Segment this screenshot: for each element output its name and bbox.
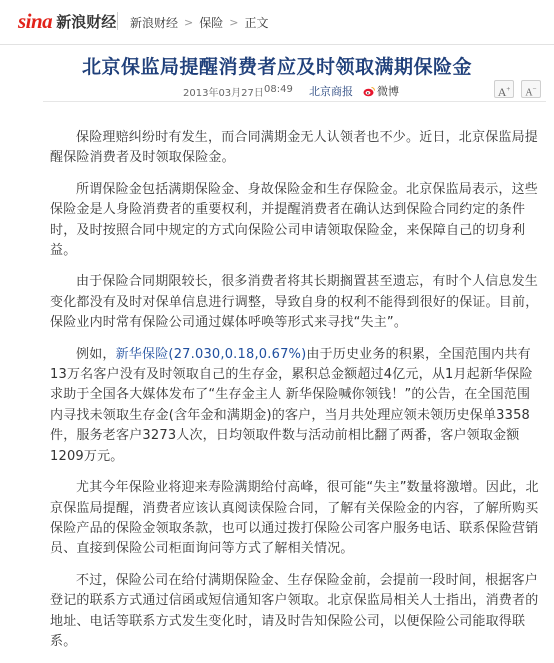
source-link[interactable]: 北京商报 [309,85,353,98]
article-meta [0,80,554,98]
paragraph-4-text: 由于历史业务的积累，全国范围内共有13万名客户没有及时领取自己的生存金，累积总金额超过4亿元，从1月起新华保险求助于全国各大媒体发布了“生存金主人 新华保险喊你领钱！”的公告，在全国范围内寻找未领取生存金(含年金和满期金)的客户，当月共处理应领未领历史保单3358件，服务老客户3273人次，日均领取件数与活动前相比翻了两番，客户领取金额1209万元。 [50,346,533,464]
breadcrumb-current: 正文 [244,16,269,30]
weibo-link[interactable] [363,83,399,99]
plus-icon: + [506,85,511,93]
font-decrease-button[interactable] [521,80,541,98]
meta-divider [43,101,546,102]
paragraph-4 [50,345,540,467]
breadcrumb-separator: > [229,16,239,29]
weibo-icon [363,86,375,97]
font-decrease-label: A [525,87,533,99]
breadcrumb-home[interactable]: 新浪财经 [130,16,179,30]
publish-date: 2013年03月27日 [183,88,264,99]
sina-logo-text: sina [18,8,53,33]
minus-icon: − [532,85,537,93]
font-increase-button[interactable] [494,80,514,98]
paragraph-2: 所谓保险金包括满期保险金、身故保险金和生存保险金。北京保监局表示，这些保险金是人身险消费者的重要权利，并提醒消费者在确认达到保险合同约定的条件时，及时按照合同中规定的方式向保险公司申请领取保险金，来保障自己的切身利益。 [50,181,539,259]
stock-quote-link[interactable]: (27.030,0.18,0.67%) [168,346,307,362]
font-increase-label: A [497,85,507,99]
top-bar [0,0,554,45]
publish-time: 08:49 [264,84,293,95]
paragraph-4-prefix: 例如， [76,346,116,362]
finance-logo-text: 新浪财经 [56,12,117,31]
article-title: 北京保监局提醒消费者应及时领取满期保险金 [81,56,472,78]
breadcrumb [130,14,268,31]
xinhua-insurance-link[interactable]: 新华保险 [115,346,169,362]
article-body [50,128,540,663]
paragraph-3: 由于保险合同期限较长，很多消费者将其长期搁置甚至遗忘，有时个人信息发生变化都没有及时对保单信息进行调整，导致自身的权利不能得到很好的保证。目前，保险业内时常有保险公司通过媒体呼唤等形式来寻找“失主”。 [50,274,539,331]
paragraph-1: 保险理赔纠纷时有发生，而合同满期金无人认领者也不少。近日，北京保监局提醒保险消费者及时领取保险金。 [50,130,539,166]
header-divider [117,12,118,30]
breadcrumb-separator: > [184,16,194,29]
sina-finance-logo[interactable] [18,9,116,33]
paragraph-6: 不过，保险公司在给付满期保险金、生存保险金前，会提前一段时间，根据客户登记的联系方式通过信函或短信通知客户领取。北京保监局相关人士指出，消费者的地址、电话等联系方式发生变化时，请及时告知保险公司，以便保险公司能取得联系。 [50,572,539,649]
breadcrumb-insurance[interactable]: 保险 [199,16,224,30]
weibo-label: 微博 [377,85,399,98]
paragraph-5: 尤其今年保险业将迎来寿险满期给付高峰，很可能“失主”数量将激增。因此，北京保监局提醒，消费者应该认真阅读保险合同，了解有关保险金的内容，了解所购买保险产品的保险金领取条款，也可以通过拨打保险公司客户服务电话、联系保险营销员、直接到保险公司柜面询问等方式了解相关情况。 [50,480,539,557]
